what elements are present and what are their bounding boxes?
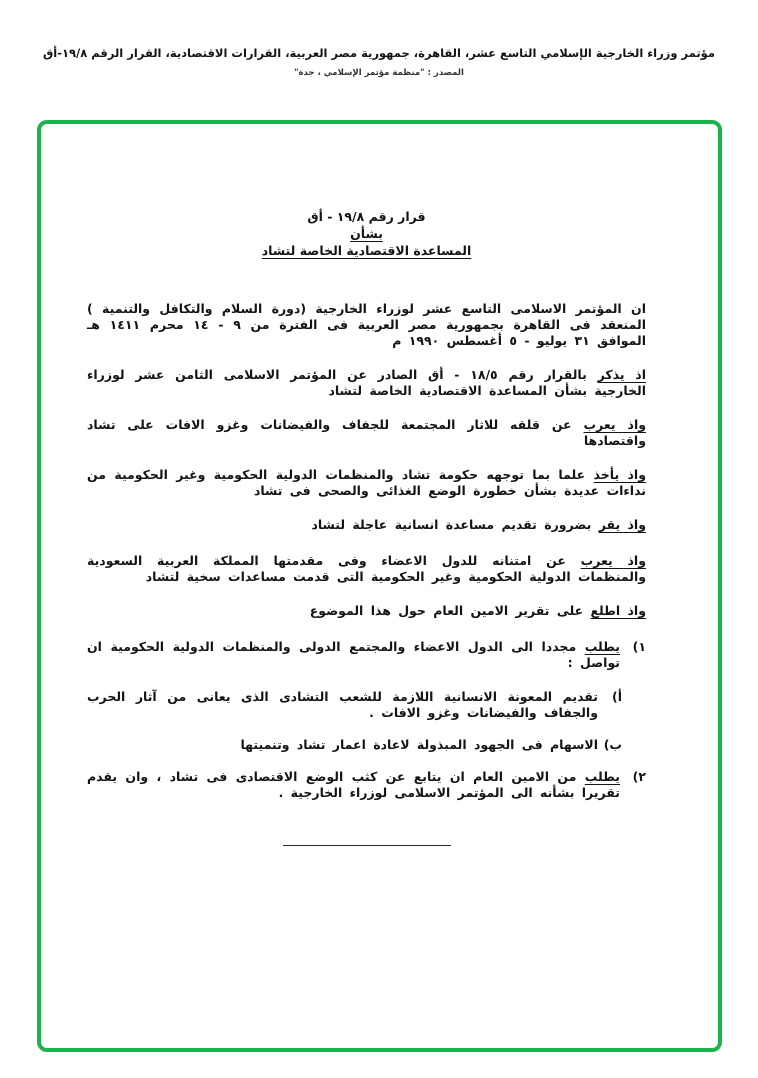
operative-item-1 <box>87 639 646 671</box>
clause-lead: واذ يعرب <box>580 553 646 568</box>
source-line: المصدر : "منظمة مؤتمر الإسلامي ، جدة" <box>294 68 464 78</box>
clause-lead: واذ يأخذ <box>593 467 646 482</box>
item-marker: ٢) <box>632 769 646 784</box>
green-scan-frame <box>37 120 722 1052</box>
item-lead: يطلب <box>584 769 621 784</box>
end-divider-line <box>283 845 451 846</box>
resolution-title-block <box>87 208 646 259</box>
resolution-number: قرار رقم ١٩/٨ - أق <box>307 209 426 224</box>
clause-text: علما بما توجهه حكومة تشاد والمنظمات الدولية الحكومية وغير الحكومية من نداءات عديدة بشأن خطورة الوضع الغذائى والصحى فى تشاد <box>87 467 646 498</box>
subitem-b <box>87 737 646 753</box>
subitem-text: تقديم المعونة الانسانية اللازمة للشعب التشادى الذى يعانى من آثار الحرب والجفاف والفيضانات وغزو الافات . <box>87 689 598 720</box>
item-text <box>87 769 620 801</box>
item-lead: يطلب <box>584 639 620 654</box>
subitem-marker: أ) <box>612 689 622 704</box>
item-rest: مجددا الى الدول الاعضاء والمجتمع الدولى والمنظمات الدولية الحكومية ان تواصل : <box>87 639 620 670</box>
operative-item-2 <box>87 769 646 801</box>
clause-text: على تقرير الامين العام حول هذا الموضوع <box>309 603 584 618</box>
subitem-marker: ب) <box>603 737 622 752</box>
subitem-text: الاسهام فى الجهود المبذولة لاعادة اعمار تشاد وتنميتها <box>240 737 598 752</box>
clause-text: بالقرار رقم ١٨/٥ - أق الصادر عن المؤتمر الاسلامى الثامن عشر لوزراء الخارجية بشأن المساعدة الاقتصادية الخاصة لتشاد <box>87 367 646 398</box>
item-rest: من الامين العام ان يتابع عن كثب الوضع الاقتصادى فى تشاد ، وان يقدم تقريرا بشأنه الى المؤتمر الاسلامى لوزراء الخارجية . <box>87 769 620 800</box>
clause-lead: اذ يذكر <box>597 367 646 382</box>
preamble-paragraph: ان المؤتمر الاسلامى التاسع عشر لوزراء الخارجية (دورة السلام والتكافل والتنمية ) المنعقد فى القاهرة بجمهورية مصر العربية فى الفترة من ٩ - ١٤ محرم ١٤١١ هـ الموافق ٣١ يوليو - ٥ أغسطس ١٩٩٠ م <box>87 301 646 348</box>
document-header-line: مؤتمر وزراء الخارجية الإسلامي التاسع عشر، القاهرة، جمهورية مصر العربية، القرارات الاقتصادية، القرار الرقم ١٩/٨-أق <box>43 46 715 60</box>
clause-recalling <box>87 367 646 399</box>
clause-having-reviewed <box>87 603 646 619</box>
title-regarding: بشأن <box>350 226 383 241</box>
clause-text: عن امتنانه للدول الاعضاء وفى مقدمتها المملكة العربية السعودية والمنظمات الدولية الحكومية وغير الحكومية التى قدمت مساعدات سخية لتشاد <box>87 553 646 584</box>
clause-expressing-gratitude <box>87 553 646 585</box>
clause-lead: واذ يعرب <box>583 417 646 432</box>
clause-recognizing <box>87 517 646 533</box>
clause-lead: واذ يقر <box>598 517 646 532</box>
clause-text: عن قلقه للاثار المجتمعة للجفاف والفيضانات وغزو الافات على تشاد واقتصادها <box>87 417 646 448</box>
clause-lead: واذ اطلع <box>590 603 646 618</box>
resolution-body <box>41 124 718 846</box>
item-text <box>87 639 620 671</box>
clause-expressing-concern <box>87 417 646 449</box>
title-subject: المساعدة الاقتصادية الخاصة لتشاد <box>261 243 472 258</box>
clause-taking-note <box>87 467 646 499</box>
clause-text: بضرورة تقديم مساعدة انسانية عاجلة لتشاد <box>311 517 592 532</box>
subitem-a <box>87 689 646 721</box>
item-marker: ١) <box>632 639 646 654</box>
